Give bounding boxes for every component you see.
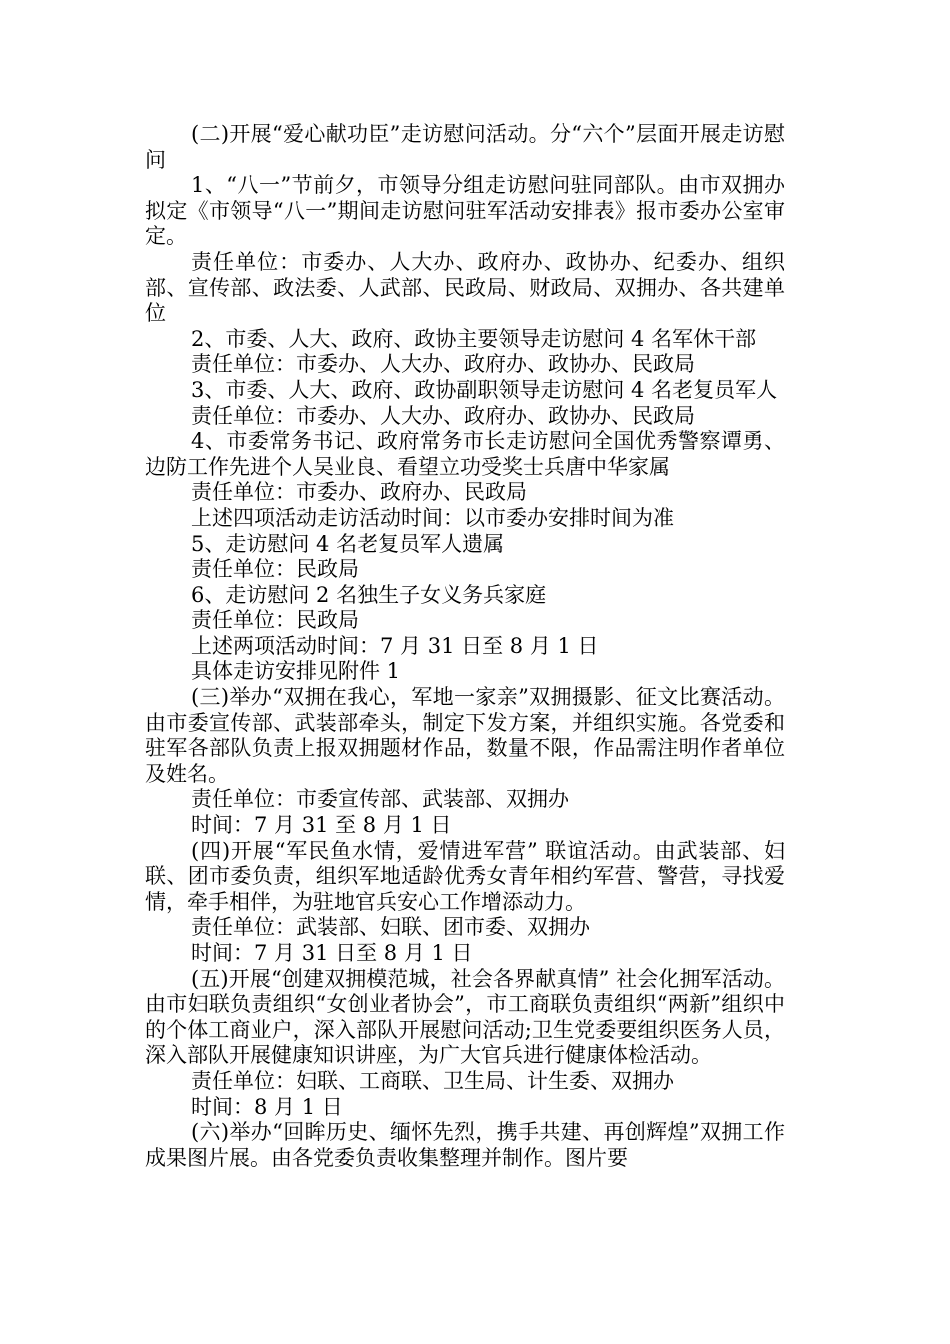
- paragraph: 时间：8 月 1 日: [191, 1094, 343, 1119]
- paragraph: 责任单位：市委办、人大办、政府办、政协办、民政局: [191, 352, 695, 377]
- paragraph: 责任单位：妇联、工商联、卫生局、计生委、双拥办: [191, 1068, 674, 1093]
- paragraph: 时间：7 月 31 至 8 月 1 日: [191, 813, 452, 838]
- paragraph: 责任单位：民政局: [191, 608, 359, 633]
- paragraph: 6、走访慰问 2 名独生子女义务兵家庭: [191, 582, 547, 607]
- paragraph: 责任单位：市委办、人大办、政府办、政协办、民政局: [191, 403, 695, 428]
- paragraph: (五)开展“创建双拥模范城，社会各界献真情” 社会化拥军活动。由市妇联负责组织“女创业者协会”，市工商联负责组织“两新”组织中的个体工商业户，深入部队开展慰问活动;卫生党委要组织医务人员，深入部队开展健康知识讲座，为广大官兵进行健康体检活动。: [145, 966, 785, 1068]
- paragraph: 2、市委、人大、政府、政协主要领导走访慰问 4 名军休干部: [191, 326, 757, 351]
- paragraph: 上述四项活动走访活动时间：以市委办安排时间为准: [191, 505, 674, 530]
- paragraph: (二)开展“爱心献功臣”走访慰问活动。分“六个”层面开展走访慰问: [145, 122, 785, 172]
- paragraph: (三)举办“双拥在我心，军地一家亲”双拥摄影、征文比赛活动。由市委宣传部、武装部牵头，制定下发方案，并组织实施。各党委和驻军各部队负责上报双拥题材作品，数量不限，作品需注明作者单位及姓名。: [145, 685, 785, 786]
- document-body: [145, 122, 785, 1171]
- paragraph: 责任单位：市委宣传部、武装部、双拥办: [191, 787, 569, 812]
- paragraph: (四)开展“军民鱼水情，爱情进军营” 联谊活动。由武装部、妇联、团市委负责，组织军地适龄优秀女青年相约军营、警营，寻找爱情，牵手相伴，为驻地官兵安心工作增添动力。: [145, 838, 785, 914]
- paragraph: 1、“八一”节前夕，市领导分组走访慰问驻同部队。由市双拥办拟定《市领导“八一”期间走访慰问驻军活动安排表》报市委办公室审定。: [145, 173, 785, 249]
- paragraph: 具体走访安排见附件 1: [191, 659, 401, 684]
- paragraph: (六)举办“回眸历史、缅怀先烈，携手共建、再创辉煌”双拥工作成果图片展。由各党委负责收集整理并制作。图片要: [145, 1120, 785, 1170]
- paragraph: 责任单位：市委办、政府办、民政局: [191, 480, 527, 505]
- paragraph: 责任单位：市委办、人大办、政府办、政协办、纪委办、组织部、宣传部、政法委、人武部、民政局、财政局、双拥办、各共建单位: [145, 249, 785, 326]
- paragraph: 5、走访慰问 4 名老复员军人遗属: [191, 531, 505, 556]
- paragraph: 3、市委、人大、政府、政协副职领导走访慰问 4 名老复员军人: [191, 377, 778, 402]
- paragraph: 责任单位：民政局: [191, 557, 359, 582]
- paragraph: 时间：7 月 31 日至 8 月 1 日: [191, 941, 473, 965]
- paragraph: 责任单位：武装部、妇联、团市委、双拥办: [191, 915, 590, 940]
- paragraph: 上述两项活动时间：7 月 31 日至 8 月 1 日: [191, 633, 599, 658]
- paragraph: 4、市委常务书记、政府常务市长走访慰问全国优秀警察谭勇、边防工作先进个人吴业良、看望立功受奖士兵唐中华家属: [145, 429, 785, 479]
